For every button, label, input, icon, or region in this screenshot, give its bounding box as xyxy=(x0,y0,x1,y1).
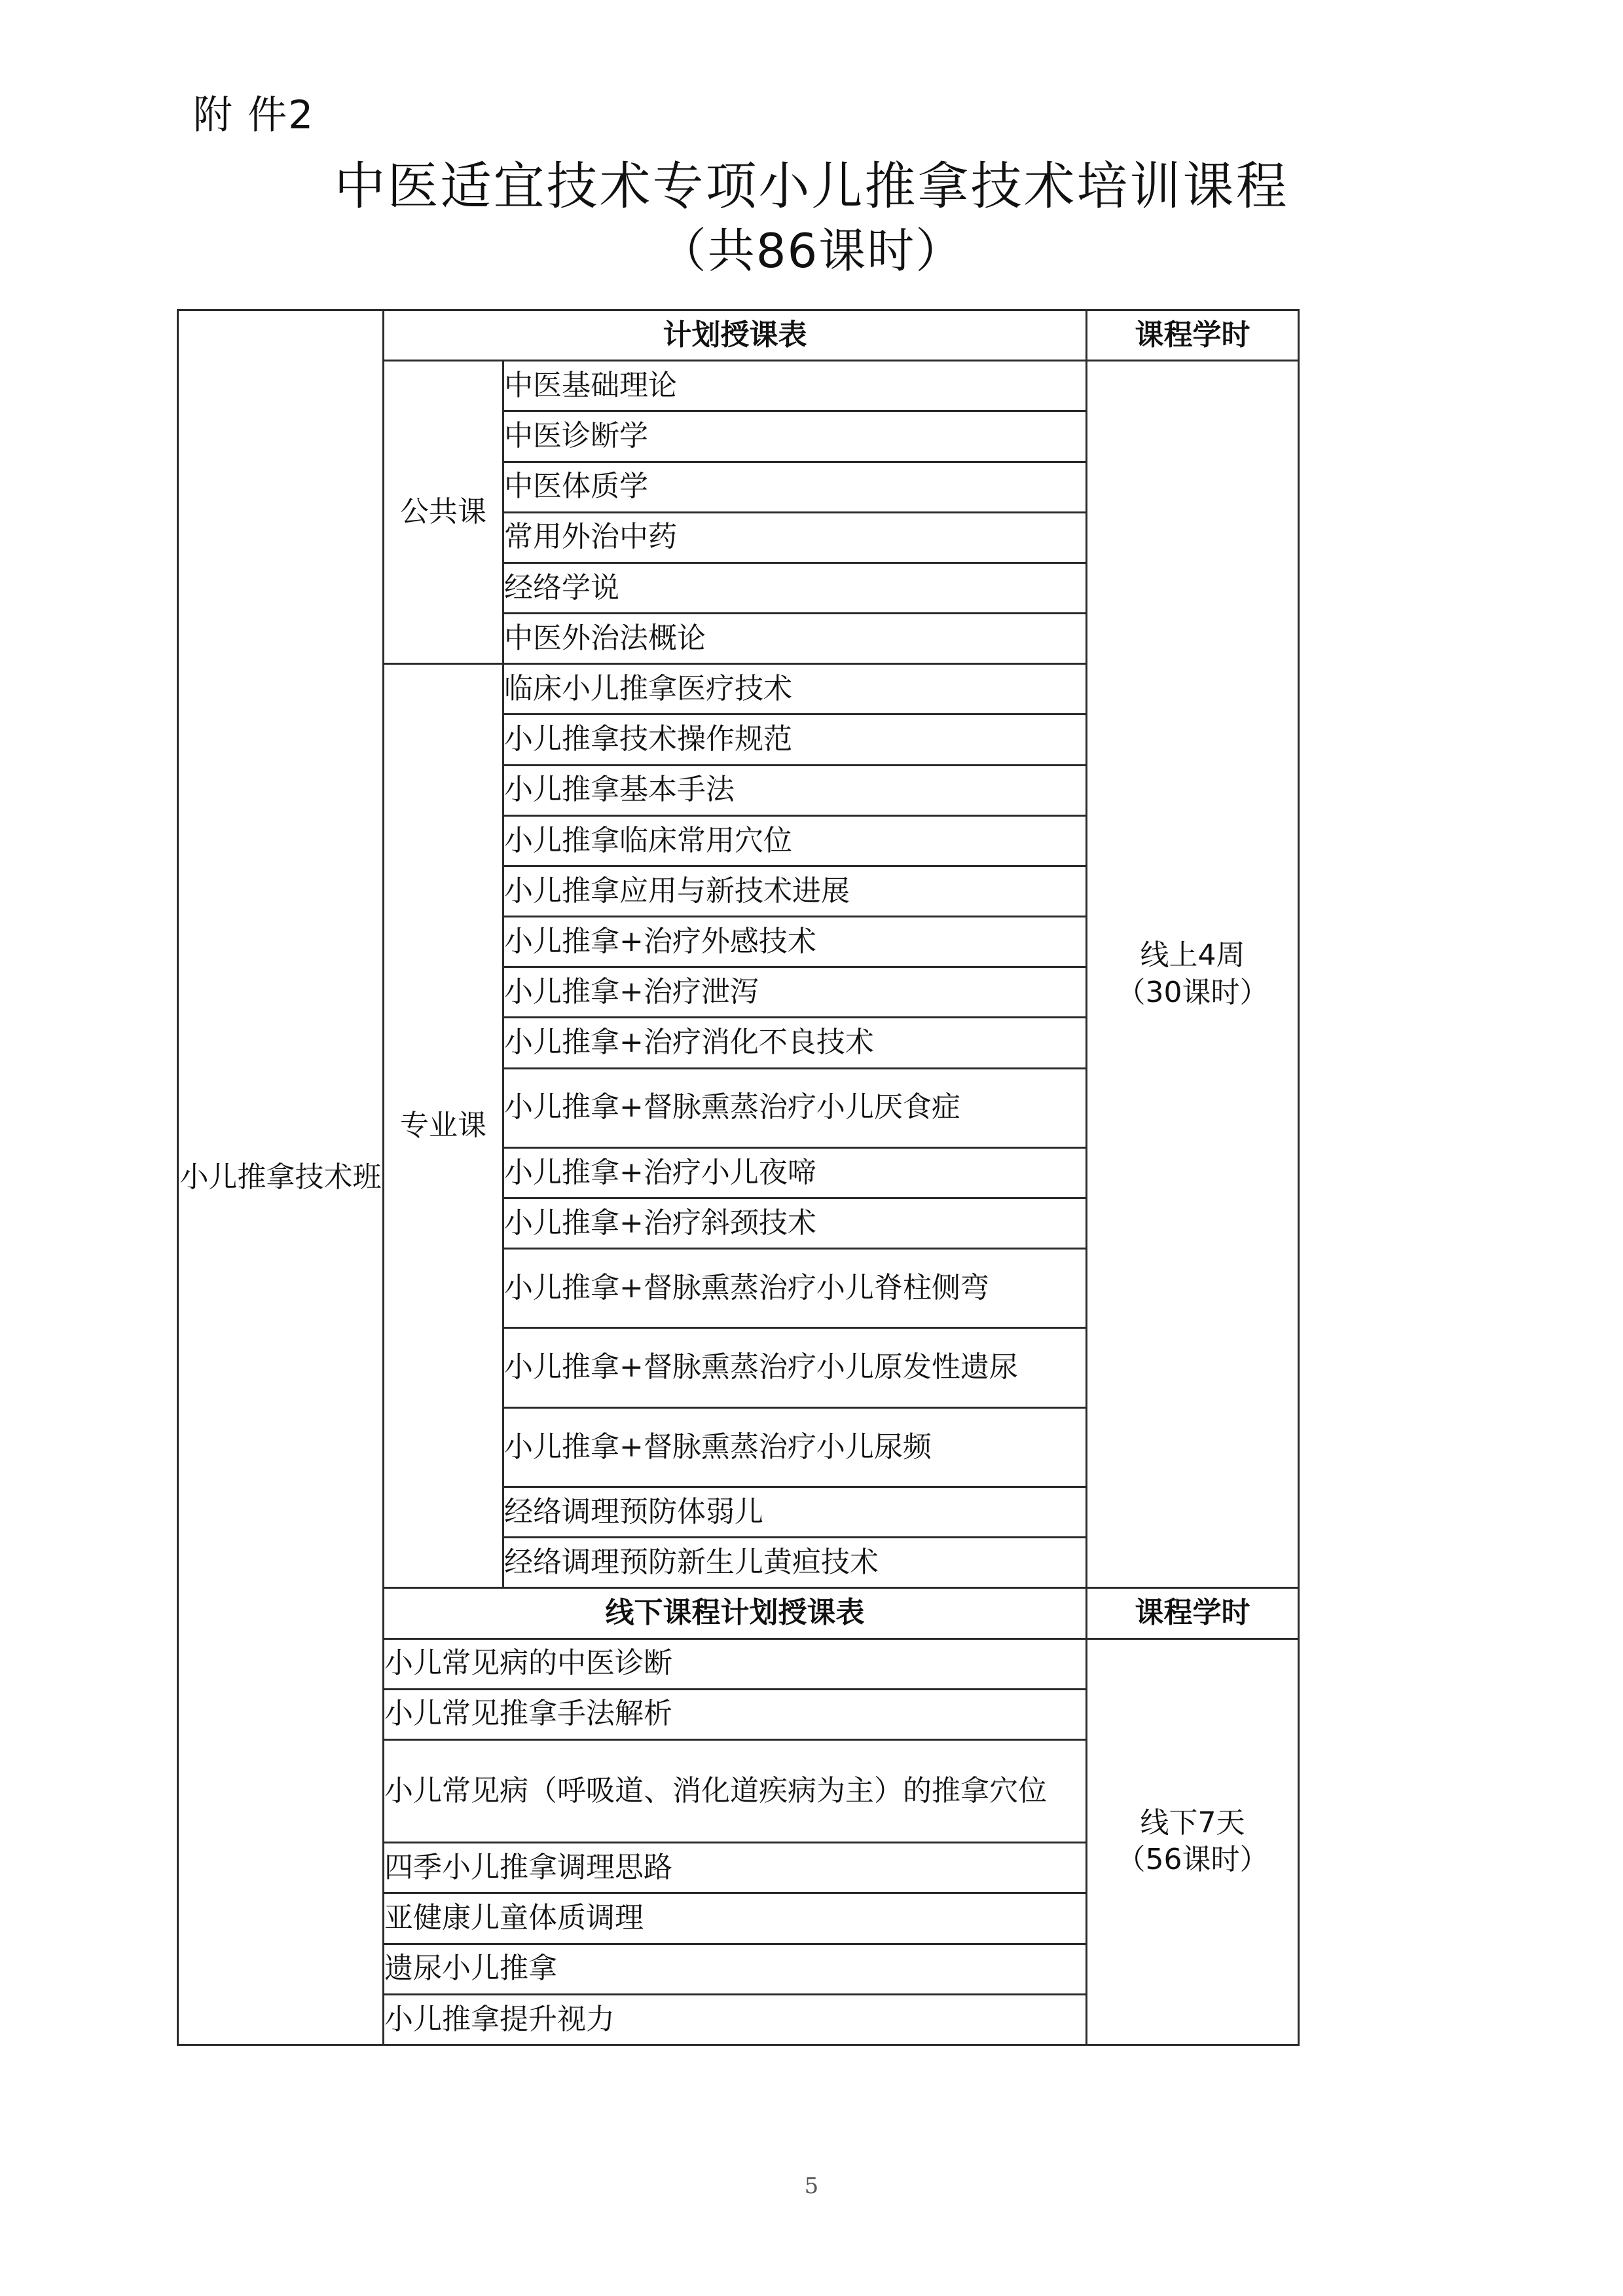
online-plan-header: 计划授课表 xyxy=(384,310,1087,361)
professional-course-item: 小儿推拿+治疗消化不良技术 xyxy=(503,1018,1087,1068)
professional-course-label: 专业课 xyxy=(384,664,503,1588)
professional-course-item: 小儿推拿+督脉熏蒸治疗小儿厌食症 xyxy=(503,1068,1087,1147)
offline-course-item: 小儿常见推拿手法解析 xyxy=(384,1689,1087,1739)
online-hours-header: 课程学时 xyxy=(1087,310,1299,361)
online-duration-weeks: 线上4周 xyxy=(1140,938,1245,972)
professional-course-item: 临床小儿推拿医疗技术 xyxy=(503,664,1087,714)
page-number: 5 xyxy=(804,2173,819,2199)
online-header-row xyxy=(178,310,1299,361)
offline-course-item: 遗尿小儿推拿 xyxy=(384,1944,1087,1994)
professional-course-item: 小儿推拿+治疗泄泻 xyxy=(503,967,1087,1018)
document-subtitle: （共86课时） xyxy=(659,223,964,278)
professional-course-item: 小儿推拿临床常用穴位 xyxy=(503,815,1087,866)
online-duration-hours: （30课时） xyxy=(1116,975,1269,1009)
offline-hours-header: 课程学时 xyxy=(1087,1588,1299,1639)
professional-course-item: 小儿推拿应用与新技术进展 xyxy=(503,866,1087,916)
document-title: 中医适宜技术专项小儿推拿技术培训课程 xyxy=(334,157,1289,216)
offline-course-item: 四季小儿推拿调理思路 xyxy=(384,1843,1087,1893)
offline-plan-header: 线下课程计划授课表 xyxy=(384,1588,1087,1639)
professional-course-item: 小儿推拿+督脉熏蒸治疗小儿原发性遗尿 xyxy=(503,1328,1087,1407)
public-course-item: 中医诊断学 xyxy=(503,411,1087,462)
offline-course-item: 亚健康儿童体质调理 xyxy=(384,1893,1087,1944)
professional-course-item: 小儿推拿+治疗外感技术 xyxy=(503,917,1087,967)
offline-course-item: 小儿常见病（呼吸道、消化道疾病为主）的推拿穴位 xyxy=(384,1739,1087,1842)
offline-duration-cell xyxy=(1087,1639,1299,2045)
public-course-item: 中医基础理论 xyxy=(503,361,1087,411)
professional-course-item: 小儿推拿+治疗小儿夜啼 xyxy=(503,1147,1087,1198)
professional-course-item: 小儿推拿技术操作规范 xyxy=(503,714,1087,765)
public-course-item: 经络学说 xyxy=(503,563,1087,613)
online-duration-cell xyxy=(1087,361,1299,1588)
offline-duration-hours: （56课时） xyxy=(1116,1843,1269,1877)
professional-course-item: 小儿推拿+督脉熏蒸治疗小儿脊柱侧弯 xyxy=(503,1249,1087,1328)
professional-course-item: 经络调理预防体弱儿 xyxy=(503,1487,1087,1537)
offline-course-item: 小儿推拿提升视力 xyxy=(384,1994,1087,2045)
attachment-label: 附 件2 xyxy=(193,92,315,138)
class-name-cell xyxy=(178,310,384,2045)
professional-course-item: 小儿推拿+督脉熏蒸治疗小儿尿频 xyxy=(503,1407,1087,1487)
public-course-item: 中医体质学 xyxy=(503,462,1087,512)
offline-course-item: 小儿常见病的中医诊断 xyxy=(384,1639,1087,1689)
public-course-item: 常用外治中药 xyxy=(503,512,1087,563)
offline-duration-days: 线下7天 xyxy=(1140,1805,1245,1840)
professional-course-item: 小儿推拿基本手法 xyxy=(503,765,1087,815)
public-course-label: 公共课 xyxy=(384,361,503,664)
professional-course-item: 小儿推拿+治疗斜颈技术 xyxy=(503,1198,1087,1249)
class-name: 小儿推拿技术班 xyxy=(179,1160,382,1194)
professional-course-item: 经络调理预防新生儿黄疸技术 xyxy=(503,1538,1087,1588)
public-course-item: 中医外治法概论 xyxy=(503,614,1087,664)
course-plan-table xyxy=(177,309,1300,2046)
